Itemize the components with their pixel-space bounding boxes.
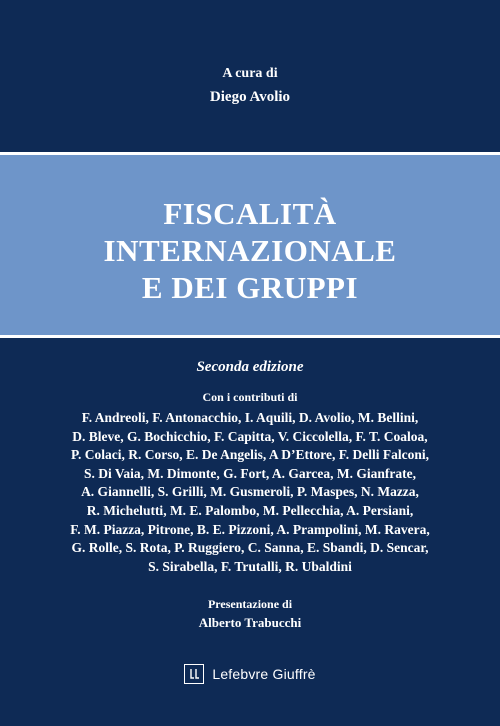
contributors-line: P. Colaci, R. Corso, E. De Angelis, A D’Ettore, F. Delli Falconi,	[71, 447, 429, 463]
presentation-label: Presentazione di	[207, 597, 293, 611]
editor-name: Diego Avolio	[209, 89, 291, 105]
title-line: E DEI GRUPPI	[141, 270, 359, 305]
contributors-line: S. Sirabella, F. Trutalli, R. Ubaldini	[148, 558, 352, 574]
lg-monogram-icon	[184, 664, 204, 684]
book-title	[0, 195, 500, 306]
contributors-line: D. Bleve, G. Bochicchio, F. Capitta, V. Ciccolella, F. T. Coaloa,	[72, 428, 428, 444]
presentation-block	[0, 597, 500, 631]
publisher-brand	[0, 662, 500, 686]
contributors-line: R. Michelutti, M. E. Palombo, M. Pellecchia, A. Persiani,	[86, 502, 414, 518]
edition-label: Seconda edizione	[196, 359, 304, 375]
contributors-line: F. M. Piazza, Pitrone, B. E. Pizzoni, A. Prampolini, M. Ravera,	[70, 521, 430, 537]
editor-block	[0, 66, 500, 106]
editor-label: A cura di	[222, 66, 278, 81]
title-line: INTERNAZIONALE	[103, 233, 397, 268]
contributors-label: Con i contributi di	[202, 390, 298, 404]
publisher-name: Lefebvre Giuffrè	[212, 666, 316, 682]
contributors-list	[0, 409, 500, 576]
contributors-line: A. Giannelli, S. Grilli, M. Gusmeroli, P. Maspes, N. Mazza,	[81, 484, 419, 500]
contributors-line: S. Di Vaia, M. Dimonte, G. Fort, A. Garcea, M. Gianfrate,	[84, 465, 416, 481]
contributors-line: F. Andreoli, F. Antonacchio, I. Aquili, D. Avolio, M. Bellini,	[81, 410, 419, 425]
title-band	[0, 152, 500, 338]
title-line: FISCALITÀ	[163, 196, 337, 231]
contributors-line: G. Rolle, S. Rota, P. Ruggiero, C. Sanna, E. Sbandi, D. Sencar,	[71, 540, 429, 556]
presentation-name: Alberto Trabucchi	[198, 615, 302, 630]
